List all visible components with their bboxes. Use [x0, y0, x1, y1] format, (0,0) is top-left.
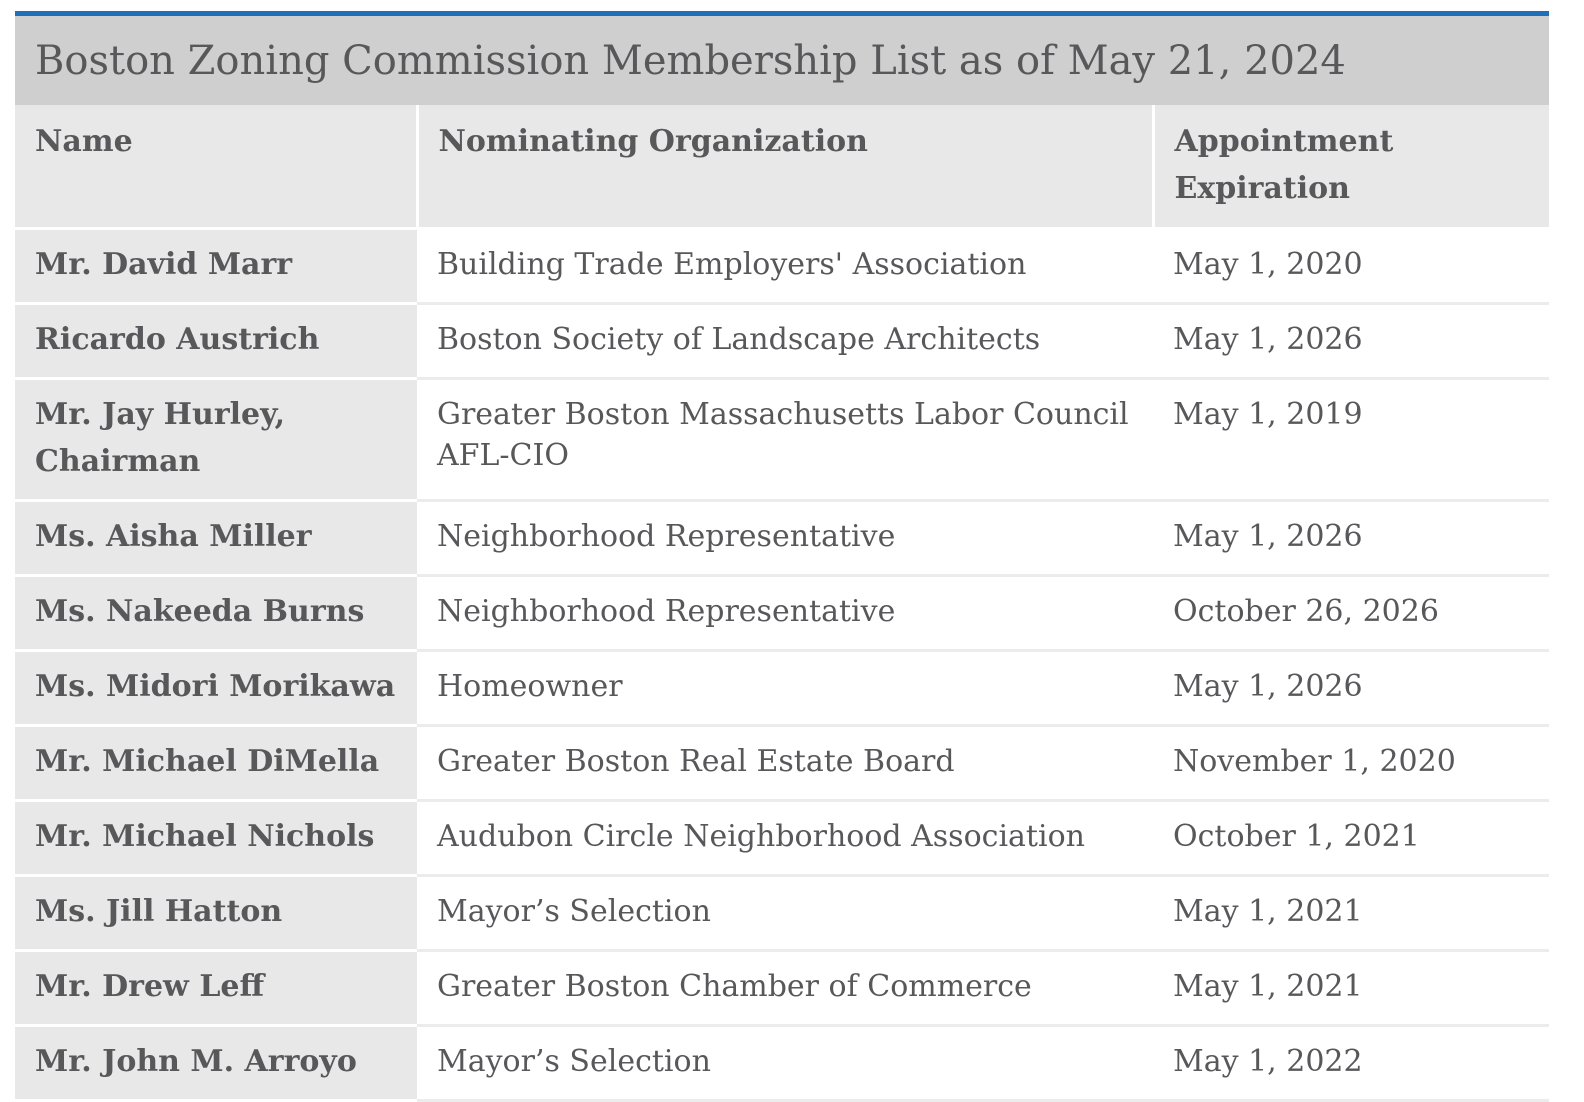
table-caption: Boston Zoning Commission Membership List as of May 21, 2024: [15, 16, 1549, 105]
member-expiration: November 1, 2020: [1153, 725, 1549, 800]
table-row: [15, 725, 1549, 800]
member-organization: Greater Boston Massachusetts Labor Council AFL-CIO: [417, 378, 1153, 500]
member-organization: Mayor’s Selection: [417, 875, 1153, 950]
membership-table-container: [15, 11, 1549, 1102]
member-expiration: May 1, 2026: [1153, 650, 1549, 725]
member-name: Ms. Midori Morikawa: [15, 650, 417, 725]
table-row: [15, 950, 1549, 1025]
column-header-organization: Nominating Organization: [417, 105, 1153, 228]
member-name: Mr. David Marr: [15, 228, 417, 303]
member-name: Mr. Jay Hurley, Chairman: [15, 378, 417, 500]
table-row: [15, 303, 1549, 378]
table-row: [15, 1025, 1549, 1100]
member-name: Mr. Drew Leff: [15, 950, 417, 1025]
member-expiration: May 1, 2019: [1153, 378, 1549, 500]
member-expiration: May 1, 2021: [1153, 875, 1549, 950]
member-expiration: May 1, 2021: [1153, 950, 1549, 1025]
table-row: [15, 378, 1549, 500]
member-organization: Greater Boston Real Estate Board: [417, 725, 1153, 800]
member-expiration: May 1, 2020: [1153, 228, 1549, 303]
member-expiration: May 1, 2026: [1153, 303, 1549, 378]
table-header-row: [15, 105, 1549, 228]
member-organization: Homeowner: [417, 650, 1153, 725]
table-row: [15, 875, 1549, 950]
member-name: Ms. Jill Hatton: [15, 875, 417, 950]
table-row: [15, 228, 1549, 303]
member-expiration: October 26, 2026: [1153, 575, 1549, 650]
table-row: [15, 800, 1549, 875]
member-expiration: May 1, 2022: [1153, 1025, 1549, 1100]
membership-table: [15, 105, 1549, 1102]
column-header-name: Name: [15, 105, 417, 228]
table-row: [15, 500, 1549, 575]
member-name: Ms. Nakeeda Burns: [15, 575, 417, 650]
member-organization: Greater Boston Chamber of Commerce: [417, 950, 1153, 1025]
member-expiration: May 1, 2026: [1153, 500, 1549, 575]
member-expiration: October 1, 2021: [1153, 800, 1549, 875]
member-organization: Neighborhood Representative: [417, 575, 1153, 650]
member-name: Ricardo Austrich: [15, 303, 417, 378]
member-organization: Neighborhood Representative: [417, 500, 1153, 575]
member-name: Ms. Aisha Miller: [15, 500, 417, 575]
member-name: Mr. Michael Nichols: [15, 800, 417, 875]
member-name: Mr. Michael DiMella: [15, 725, 417, 800]
member-organization: Boston Society of Landscape Architects: [417, 303, 1153, 378]
column-header-expiration: Appointment Expiration: [1153, 105, 1549, 228]
table-row: [15, 575, 1549, 650]
member-organization: Building Trade Employers' Association: [417, 228, 1153, 303]
member-name: Mr. John M. Arroyo: [15, 1025, 417, 1100]
member-organization: Mayor’s Selection: [417, 1025, 1153, 1100]
table-row: [15, 650, 1549, 725]
member-organization: Audubon Circle Neighborhood Association: [417, 800, 1153, 875]
